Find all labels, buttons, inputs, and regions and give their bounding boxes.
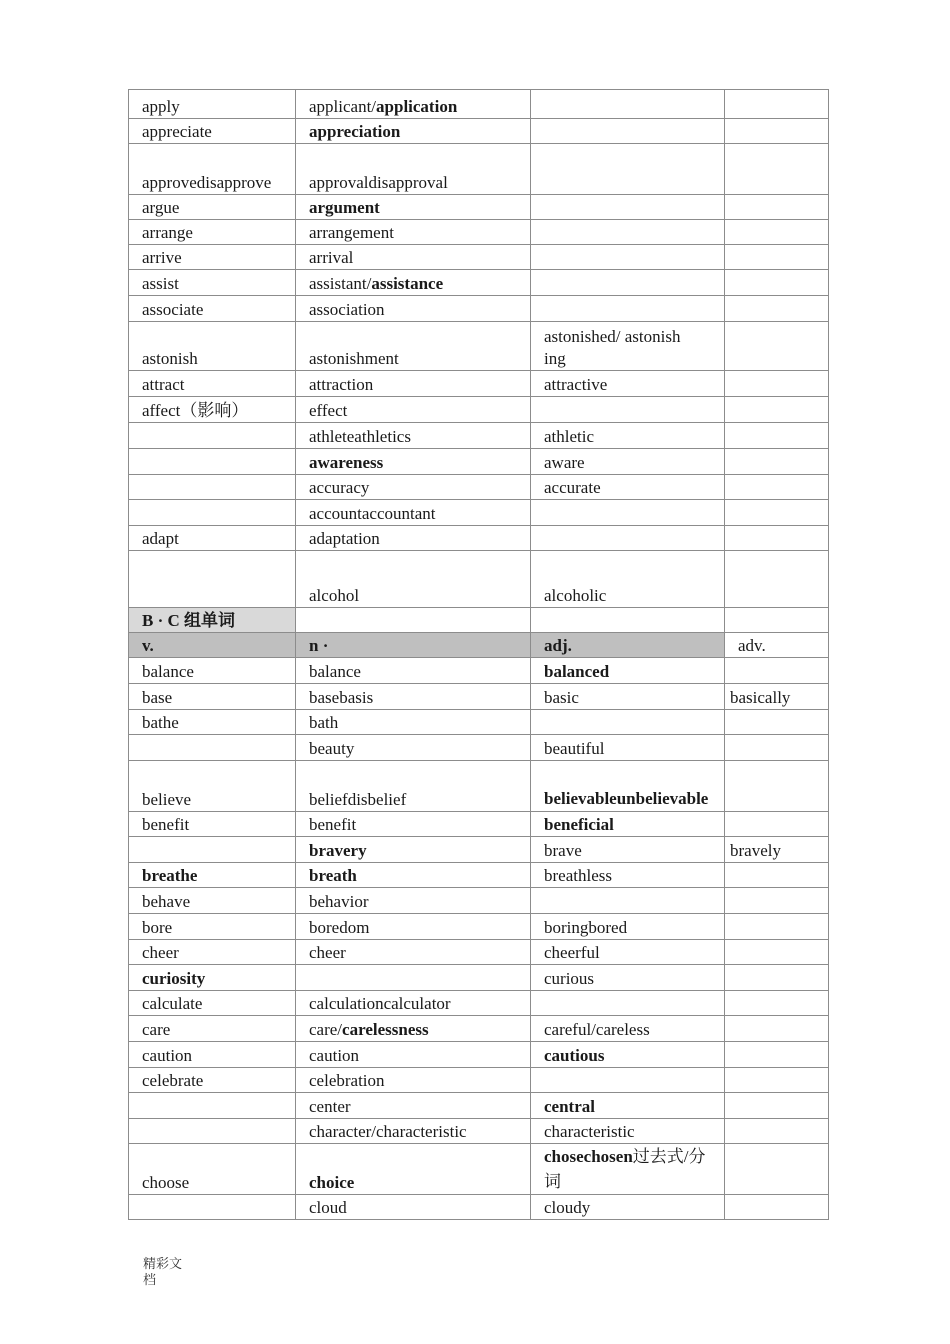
verb-cell: celebrate xyxy=(129,1068,296,1093)
adj-cell: attractive xyxy=(531,371,725,397)
header-verb: v. xyxy=(129,633,296,658)
adj-cell: alcoholic xyxy=(531,551,725,608)
verb-cell: apply xyxy=(129,90,296,119)
adv-cell xyxy=(725,322,829,371)
adj-cell: athletic xyxy=(531,423,725,449)
table-row xyxy=(129,1195,829,1220)
table-row xyxy=(129,1093,829,1119)
adj-cell: central xyxy=(531,1093,725,1119)
adj-cell: careful/careless xyxy=(531,1016,725,1042)
noun-cell: benefit xyxy=(296,812,531,837)
verb-cell: behave xyxy=(129,888,296,914)
noun-cell: awareness xyxy=(296,449,531,475)
noun-cell: beliefdisbelief xyxy=(296,761,531,812)
verb-cell: cheer xyxy=(129,940,296,965)
adj-cell xyxy=(531,397,725,423)
adj-cell xyxy=(531,90,725,119)
verb-cell xyxy=(129,475,296,500)
noun-cell: association xyxy=(296,296,531,322)
adj-cell: breathless xyxy=(531,863,725,888)
adv-cell xyxy=(725,914,829,940)
section-title: B · C 组单词 xyxy=(129,608,296,633)
verb-cell xyxy=(129,1093,296,1119)
noun-cell: cloud xyxy=(296,1195,531,1220)
header-row xyxy=(129,633,829,658)
adj-cell: boringbored xyxy=(531,914,725,940)
table-row xyxy=(129,245,829,270)
table-row xyxy=(129,423,829,449)
table-row xyxy=(129,1016,829,1042)
adj-cell xyxy=(531,888,725,914)
verb-cell: calculate xyxy=(129,991,296,1016)
verb-cell: astonish xyxy=(129,322,296,371)
table-row xyxy=(129,940,829,965)
adj-cell xyxy=(531,245,725,270)
adj-cell: chosechosen过去式/分词 xyxy=(531,1144,725,1195)
adv-cell xyxy=(725,220,829,245)
verb-cell: appreciate xyxy=(129,119,296,144)
adv-cell xyxy=(725,1042,829,1068)
table-row xyxy=(129,371,829,397)
verb-cell: attract xyxy=(129,371,296,397)
adj-cell: curious xyxy=(531,965,725,991)
adj-cell xyxy=(531,296,725,322)
adj-cell: beautiful xyxy=(531,735,725,761)
noun-cell: celebration xyxy=(296,1068,531,1093)
verb-cell: curiosity xyxy=(129,965,296,991)
verb-cell: adapt xyxy=(129,526,296,551)
adj-cell: believableunbelievable xyxy=(531,761,725,812)
table-row xyxy=(129,551,829,608)
table-row xyxy=(129,735,829,761)
noun-cell: argument xyxy=(296,195,531,220)
header-adv: adv. xyxy=(725,633,829,658)
verb-cell: bore xyxy=(129,914,296,940)
noun-cell: effect xyxy=(296,397,531,423)
adj-cell: accurate xyxy=(531,475,725,500)
verb-cell: balance xyxy=(129,658,296,684)
adv-cell xyxy=(725,863,829,888)
noun-cell: accuracy xyxy=(296,475,531,500)
noun-cell: approvaldisapproval xyxy=(296,144,531,195)
table-row xyxy=(129,1144,829,1195)
adv-cell xyxy=(725,449,829,475)
noun-cell xyxy=(296,965,531,991)
verb-cell: believe xyxy=(129,761,296,812)
noun-cell: calculationcalculator xyxy=(296,991,531,1016)
table-row xyxy=(129,888,829,914)
noun-cell: alcohol xyxy=(296,551,531,608)
verb-cell xyxy=(129,837,296,863)
table-row xyxy=(129,863,829,888)
adv-cell xyxy=(725,1016,829,1042)
adv-cell: basically xyxy=(725,684,829,710)
noun-cell: bravery xyxy=(296,837,531,863)
table-row xyxy=(129,837,829,863)
header-adj: adj. xyxy=(531,633,725,658)
noun-cell: arrival xyxy=(296,245,531,270)
verb-cell: affect（影响） xyxy=(129,397,296,423)
adj-cell xyxy=(531,1068,725,1093)
verb-cell: breathe xyxy=(129,863,296,888)
verb-cell xyxy=(129,500,296,526)
adv-cell xyxy=(725,1119,829,1144)
adv-cell xyxy=(725,1093,829,1119)
noun-cell: basebasis xyxy=(296,684,531,710)
table-row xyxy=(129,195,829,220)
adj-cell: beneficial xyxy=(531,812,725,837)
verb-cell: base xyxy=(129,684,296,710)
table-row xyxy=(129,991,829,1016)
header-noun: n · xyxy=(296,633,531,658)
footer-note: 精彩文档 xyxy=(143,1257,183,1288)
adv-cell xyxy=(725,551,829,608)
adv-cell xyxy=(725,371,829,397)
adv-cell xyxy=(725,500,829,526)
adv-cell xyxy=(725,270,829,296)
table-row xyxy=(129,658,829,684)
verb-cell: argue xyxy=(129,195,296,220)
table-row xyxy=(129,1068,829,1093)
noun-cell: attraction xyxy=(296,371,531,397)
verb-cell: assist xyxy=(129,270,296,296)
verb-cell: associate xyxy=(129,296,296,322)
table-row xyxy=(129,914,829,940)
adv-cell xyxy=(725,812,829,837)
table-row xyxy=(129,500,829,526)
noun-cell: beauty xyxy=(296,735,531,761)
verb-cell xyxy=(129,1119,296,1144)
adj-cell: astonished/ astonishing xyxy=(531,322,725,371)
word-table xyxy=(128,89,829,1220)
adv-cell xyxy=(725,940,829,965)
adv-cell xyxy=(725,397,829,423)
adj-cell: cheerful xyxy=(531,940,725,965)
adj-cell xyxy=(531,270,725,296)
table-row xyxy=(129,322,829,371)
noun-cell: character/characteristic xyxy=(296,1119,531,1144)
adj-cell: brave xyxy=(531,837,725,863)
adj-cell xyxy=(531,991,725,1016)
table-row xyxy=(129,90,829,119)
noun-cell: arrangement xyxy=(296,220,531,245)
adv-cell xyxy=(725,658,829,684)
noun-cell: behavior xyxy=(296,888,531,914)
adv-cell xyxy=(725,965,829,991)
table-row xyxy=(129,526,829,551)
adv-cell xyxy=(725,296,829,322)
table-row xyxy=(129,270,829,296)
table-row xyxy=(129,397,829,423)
table-row xyxy=(129,965,829,991)
table-row xyxy=(129,1042,829,1068)
noun-cell: breath xyxy=(296,863,531,888)
adv-cell xyxy=(725,1195,829,1220)
adv-cell xyxy=(725,423,829,449)
verb-cell: care xyxy=(129,1016,296,1042)
noun-cell: balance xyxy=(296,658,531,684)
adv-cell xyxy=(725,710,829,735)
adv-cell xyxy=(725,1144,829,1195)
adv-cell: bravely xyxy=(725,837,829,863)
noun-cell: assistant/assistance xyxy=(296,270,531,296)
noun-cell: appreciation xyxy=(296,119,531,144)
adv-cell xyxy=(725,475,829,500)
table-row xyxy=(129,761,829,812)
noun-cell: astonishment xyxy=(296,322,531,371)
section-row xyxy=(129,608,829,633)
verb-cell: approvedisapprove xyxy=(129,144,296,195)
adv-cell xyxy=(725,195,829,220)
verb-cell: bathe xyxy=(129,710,296,735)
verb-cell xyxy=(129,449,296,475)
adj-cell: cloudy xyxy=(531,1195,725,1220)
adv-cell xyxy=(725,735,829,761)
verb-cell: choose xyxy=(129,1144,296,1195)
adj-cell xyxy=(531,119,725,144)
adv-cell xyxy=(725,888,829,914)
table-row xyxy=(129,449,829,475)
noun-cell: athleteathletics xyxy=(296,423,531,449)
adj-cell xyxy=(531,710,725,735)
noun-cell: choice xyxy=(296,1144,531,1195)
noun-cell: adaptation xyxy=(296,526,531,551)
adv-cell xyxy=(725,119,829,144)
noun-cell: accountaccountant xyxy=(296,500,531,526)
noun-cell: boredom xyxy=(296,914,531,940)
adj-cell xyxy=(531,220,725,245)
verb-cell xyxy=(129,1195,296,1220)
adj-cell xyxy=(531,195,725,220)
adv-cell xyxy=(725,991,829,1016)
table-row xyxy=(129,220,829,245)
adj-cell: cautious xyxy=(531,1042,725,1068)
table-row xyxy=(129,296,829,322)
verb-cell xyxy=(129,735,296,761)
verb-cell xyxy=(129,551,296,608)
adj-cell xyxy=(531,526,725,551)
noun-cell: bath xyxy=(296,710,531,735)
adv-cell xyxy=(725,1068,829,1093)
table-row xyxy=(129,812,829,837)
adj-cell: aware xyxy=(531,449,725,475)
table-row xyxy=(129,119,829,144)
adj-cell xyxy=(531,144,725,195)
noun-cell: cheer xyxy=(296,940,531,965)
adj-cell: characteristic xyxy=(531,1119,725,1144)
verb-cell: benefit xyxy=(129,812,296,837)
table-row xyxy=(129,684,829,710)
adv-cell xyxy=(725,526,829,551)
adv-cell xyxy=(725,144,829,195)
verb-cell xyxy=(129,423,296,449)
noun-cell: care/carelessness xyxy=(296,1016,531,1042)
table-row xyxy=(129,144,829,195)
noun-cell: applicant/application xyxy=(296,90,531,119)
table-row xyxy=(129,475,829,500)
adj-cell xyxy=(531,500,725,526)
adj-cell: balanced xyxy=(531,658,725,684)
adj-cell: basic xyxy=(531,684,725,710)
adv-cell xyxy=(725,245,829,270)
table-row xyxy=(129,1119,829,1144)
verb-cell: arrange xyxy=(129,220,296,245)
verb-cell: arrive xyxy=(129,245,296,270)
noun-cell: center xyxy=(296,1093,531,1119)
verb-cell: caution xyxy=(129,1042,296,1068)
table-row xyxy=(129,710,829,735)
adv-cell xyxy=(725,761,829,812)
noun-cell: caution xyxy=(296,1042,531,1068)
adv-cell xyxy=(725,90,829,119)
